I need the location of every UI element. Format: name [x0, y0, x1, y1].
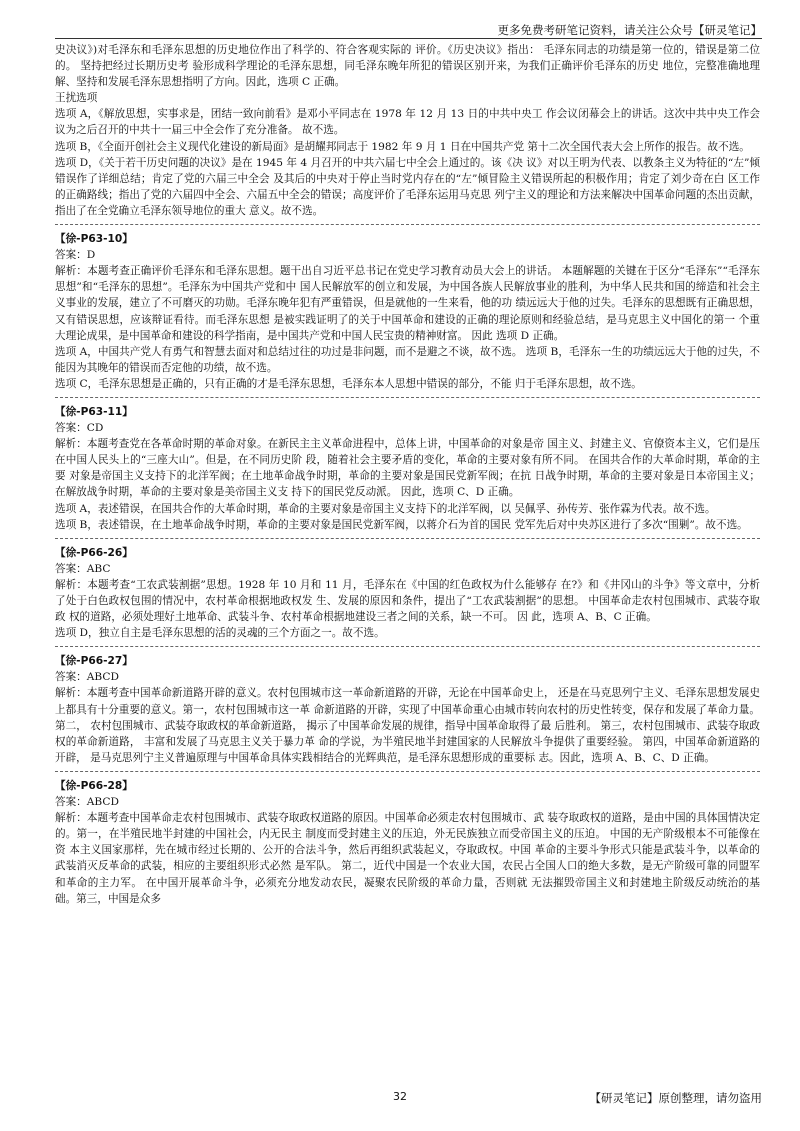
option-b-paragraph: 选项 B，《全面开创社会主义现代化建设的新局面》是胡耀邦同志于 1982 年 9 月 1 日在中国共产党 第十二次全国代表大会上所作的报告。故不选。: [55, 140, 750, 153]
header-rule: [55, 38, 762, 39]
question-answer: 答案：ABC: [55, 562, 111, 575]
explanation-paragraph: 选项 B，表述错误，在土地革命战争时期，革命的主要对象是国民党新军阀，以蒋介石为首的国民 党军先后对中央苏区进行了多次“围剿”。故不选。: [55, 518, 748, 531]
footer-note: 【研灵笔记】原创整理，请勿盗用: [589, 1091, 762, 1105]
option-a-paragraph: 选项 A，《解放思想，实事求是，团结一致向前看》是邓小平同志在 1978 年 12 月 13 日的中共中央工 作会议闭幕会上的讲话。这次中共中央工作会议为之后召开的中共十一届三中全会作了充分准备。 故不选。: [55, 108, 760, 137]
question-answer: 答案：CD: [55, 422, 104, 435]
option-d-paragraph: 选项 D，《关于若干历史问题的决议》是在 1945 年 4 月召开的中共六届七中全会上通过的。该《决 议》对以王明为代表、以教条主义为特征的“左”倾错误作了详细总结；肯定了党的六届三中全会 及其后的中央对于停止当时党内存在的“左”倾冒险主义错误所起的积极作用；肯定了刘少奇在白 区工作的正确路线；指出了党的六届四中全会、六届五中全会的错误；高度评价了毛泽东运用马克思 列宁主义的理论和方法来解决中国革命问题的杰出贡献，指出了在全党确立毛泽东领导地位的重大 意义。故不选。: [55, 156, 760, 217]
question-block-4: [55, 653, 760, 766]
question-block-3: [55, 545, 760, 642]
separator: [55, 646, 760, 647]
question-block-2: [55, 404, 760, 533]
intro-paragraph: 史决议》)对毛泽东和毛泽东思想的历史地位作出了科学的、符合客观实际的 评价。《历史决议》指出： 毛泽东同志的功绩是第一位的，错误是第二位的。 坚持把经过长期历史考 验形成科学理论的毛泽东思想，同毛泽东晚年所犯的错误区别开来，为我们正确评价毛泽东的历史 地位，完整准确地理解、坚持和发展毛泽东思想指明了方向。因此，选项 C 正确。: [55, 44, 760, 89]
question-title: 【徐-P63-10】: [55, 233, 133, 246]
question-answer: 答案：ABCD: [55, 671, 120, 684]
explanation-paragraph: 解析：本题考查中国革命新道路开辟的意义。农村包围城市这一革命新道路的开辟，无论在中国革命史上， 还是在马克思列宁主义、毛泽东思想发展史上都具有十分重要的意义。第一，农村包围城市这一革 命新道路的开辟，实现了中国革命重心由城市转向农村的历史性转变，保存和发展了革命力量。第二， 农村包围城市、武装夺取政权的革命新道路， 揭示了中国革命发展的规律，指导中国革命取得了最 后胜利。 第三，农村包围城市、武装夺取政权的革命新道路， 丰富和发展了马克思主义关于暴力革 命的学说，为半殖民地半封建国家的人民解放斗争提供了重要经验。 第四，中国革命新道路的开辟， 是马克思列宁主义普遍原理与中国革命具体实践相结合的光辉典范，是毛泽东思想形成的重要标 志。因此，选项 A、B、C、D 正确。: [55, 687, 760, 764]
question-answer: 答案：ABCD: [55, 796, 120, 809]
separator: [55, 538, 760, 539]
question-block-5: [55, 778, 760, 907]
page-content: [55, 42, 760, 907]
explanation-paragraph: 选项 A，表述错误，在国共合作的大革命时期，革命的主要对象是帝国主义支持下的北洋军阀，以 吴佩孚、孙传芳、张作霖为代表。故不选。: [55, 502, 716, 515]
separator: [55, 397, 760, 398]
question-block-1: [55, 231, 760, 392]
page-number: 32: [393, 1090, 407, 1103]
explanation-paragraph: 选项 D，独立自主是毛泽东思想的活的灵魂的三个方面之一。故不选。: [55, 627, 385, 640]
question-title: 【徐-P66-27】: [55, 655, 133, 668]
question-title: 【徐-P66-26】: [55, 546, 133, 559]
question-title: 【徐-P66-28】: [55, 779, 133, 792]
explanation-paragraph: 解析：本题考查党在各革命时期的革命对象。在新民主主义革命进程中，总体上讲，中国革命的对象是帝 国主义、封建主义、官僚资本主义，它们是压在中国人民头上的“三座大山”。但是，在不同历史阶 段，随着社会主要矛盾的变化，革命的主要对象有所不同。 在国共合作的大革命时期，革命的主要 对象是帝国主义支持下的北洋军阀；在土地革命战争时期，革命的主要对象是国民党新军阀；在抗 日战争时期，革命的主要对象是日本帝国主义；在解放战争时期，革命的主要对象是美帝国主义支 持下的国民党反动派。 因此，选项 C、D 正确。: [55, 438, 760, 499]
separator: [55, 771, 760, 772]
distractor-heading: 王扰选项: [55, 92, 98, 105]
question-answer: 答案：D: [55, 249, 96, 262]
explanation-paragraph: 选项 A，中国共产党人有勇气和智慧去面对和总结过往的功过是非问题，而不是避之不谈，故不选。 选项 B，毛泽东一生的功绩远远大于他的过失，不能因为其晚年的错误而否定他的功绩，故不选。: [55, 345, 760, 374]
explanation-paragraph: 解析：本题考查中国革命走农村包围城市、武装夺取政权道路的原因。中国革命必须走农村包围城市、武 装夺取政权的道路，是由中国的具体国情决定的。第一，在半殖民地半封建的中国社会，内无民主 制度而受封建主义的压迫，外无民族独立而受帝国主义的压迫。 中国的无产阶级根本不可能像在资 本主义国家那样，先在城市经过长期的、公开的合法斗争，然后再组织武装起义，夺取政权。中国 革命的主要斗争形式只能是武装斗争，以革命的武装消灭反革命的武装，相应的主要组织形式必然 是军队。 第二，近代中国是一个农业大国，农民占全国人口的绝大多数，是无产阶级可靠的同盟军 和革命的主力军。 在中国开展革命斗争，必须充分地发动农民，凝聚农民阶级的革命力量，否则就 无法摧毁帝国主义和封建地主阶级反动统治的基础。第三，中国是众多: [55, 812, 760, 905]
header-note: 更多免费考研笔记资料，请关注公众号【研灵笔记】: [497, 23, 762, 37]
explanation-paragraph: 解析：本题考查“工农武装割据”思想。1928 年 10 月和 11 月，毛泽东在《中国的红色政权为什么能够存 在?》和《井冈山的斗争》等文章中，分析了处于白色政权包围的情况中，农村革命根据地政权发 生、发展的原因和条件，提出了“工农武装割据”的思想。 中国革命走农村包围城市、武装夺取政 权的道路，必须处理好土地革命、武装斗争、农村革命根据地建设三者之间的关系，缺一不可。 因 此，选项 A、B、C 正确。: [55, 578, 760, 624]
explanation-paragraph: 选项 C，毛泽东思想是正确的，只有正确的才是毛泽东思想，毛泽东本人思想中错误的部分，不能 归于毛泽东思想，故不选。: [55, 377, 642, 390]
explanation-paragraph: 解析：本题考查正确评价毛泽东和毛泽东思想。题干出自习近平总书记在党史学习教育动员大会上的讲话。 本题解题的关键在于区分“毛泽东”“毛泽东思想”和“毛泽东的思想”。毛泽东为中国共产党和中 国人民解放军的创立和发展，为中国各族人民解放事业的胜利，为中华人民共和国的缔造和社会主 义事业的发展，建立了不可磨灭的功勋。毛泽东晚年犯有严重错误，但是就他的一生来看，他的功 绩远远大于他的过失。毛泽东的思想既有正确思想，又有错误思想，应该辩证看待。而毛泽东思想 是被实践证明了的关于中国革命和建设的正确的理论原则和经验总结，是马克思主义中国化的第一 个重大理论成果，是中国革命和建设的科学指南，是中国共产党和中国人民宝贵的精神财富。 因此 选项 D 正确。: [55, 265, 760, 342]
separator: [55, 224, 760, 225]
question-title: 【徐-P63-11】: [55, 405, 133, 418]
